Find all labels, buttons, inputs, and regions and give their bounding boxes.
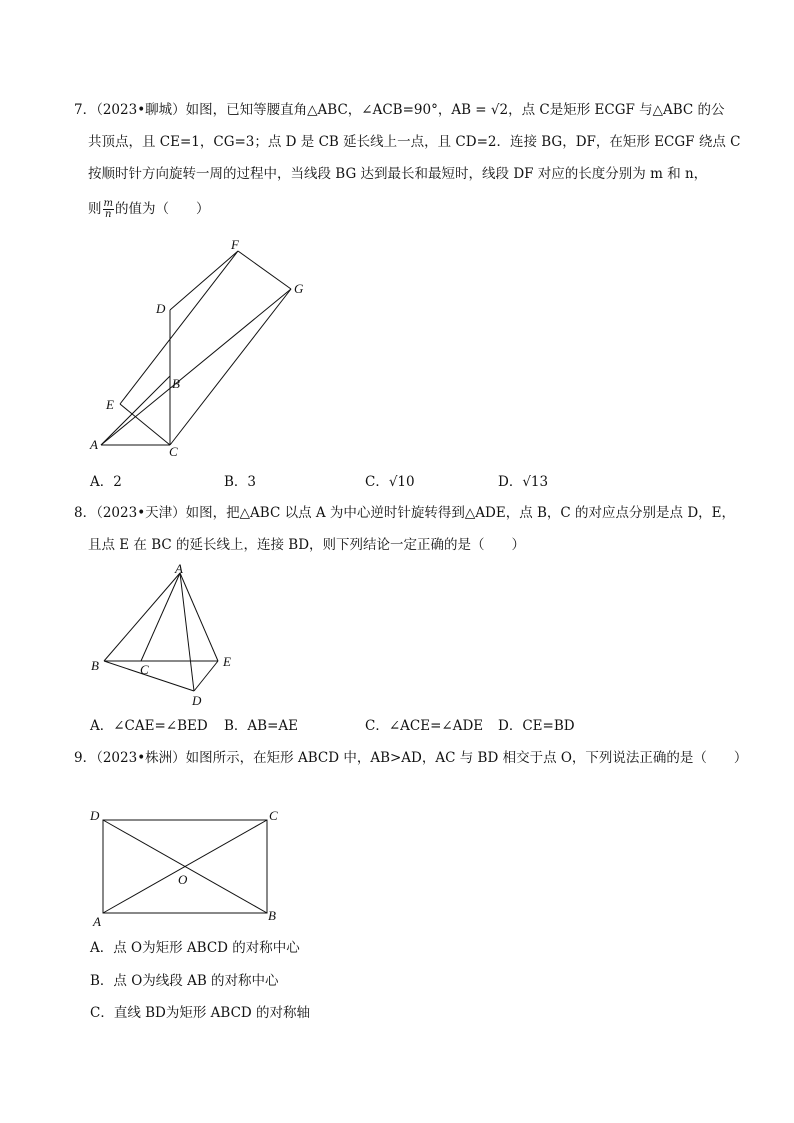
q8-figure xyxy=(86,560,246,712)
q7-option-d: D．√13 xyxy=(498,474,549,490)
q8-option-b: B．AB=AE xyxy=(224,718,299,734)
q8-label-d: D xyxy=(192,693,202,708)
q7-label-d: D xyxy=(156,301,166,316)
q8-seg-ac xyxy=(141,573,180,661)
q8-seg-ab xyxy=(104,573,180,661)
q7-seg-df xyxy=(170,251,238,310)
q7-label-a: A xyxy=(90,437,98,452)
q7-frac-den: n xyxy=(105,209,112,220)
q9-label-d: D xyxy=(90,808,100,823)
q7-label-f: F xyxy=(231,237,239,252)
q8-seg-bd xyxy=(104,661,194,691)
q7-option-b: B．3 xyxy=(224,474,257,490)
q7-label-b: B xyxy=(172,376,180,391)
q7-text-line1: 7．（2023•聊城）如图，已知等腰直角△ABC，∠ACB=90°，AB = √2，点 C是矩形 ECGF 与△ABC 的公 xyxy=(74,102,725,118)
q7-text-line2: 共顶点，且 CE=1，CG=3；点 D 是 CB 延长线上一点，且 CD=2．连接 BG，DF，在矩形 ECGF 绕点 C xyxy=(88,134,741,150)
q8-label-e: E xyxy=(223,654,231,669)
q8-text-line1: 8．（2023•天津）如图，把△ABC 以点 A 为中心逆时针旋转得到△ADE，点 B，C 的对应点分别是点 D，E， xyxy=(74,505,736,521)
q8-option-d: D．CE=BD xyxy=(498,718,575,734)
q9-label-b: B xyxy=(268,908,276,923)
q7-fraction xyxy=(103,199,114,220)
q9-label-a: A xyxy=(93,914,101,929)
q7-option-c: C．√10 xyxy=(365,474,415,490)
q7-option-a: A．2 xyxy=(90,474,122,490)
q8-seg-ed xyxy=(194,661,218,691)
q8-label-b: B xyxy=(91,658,99,673)
q7-label-c: C xyxy=(169,444,178,459)
q9-figure xyxy=(82,800,292,930)
q8-seg-ad xyxy=(180,573,194,691)
q9-option-a: A．点 O为矩形 ABCD 的对称中心 xyxy=(90,940,300,956)
q7-seg-bg xyxy=(101,289,291,445)
q8-text-line2: 且点 E 在 BC 的延长线上，连接 BD，则下列结论一定正确的是（ ） xyxy=(88,537,526,553)
q9-text-line1: 9．（2023•株洲）如图所示，在矩形 ABCD 中，AB>AD，AC 与 BD 相交于点 O，下列说法正确的是（ ） xyxy=(74,750,748,766)
q8-option-c: C．∠ACE=∠ADE xyxy=(365,718,484,734)
q9-label-o: O xyxy=(178,872,188,887)
q7-label-g: G xyxy=(294,281,304,296)
q7-text-line3: 按顺时针方向旋转一周的过程中，当线段 BG 达到最长和最短时，线段 DF 对应的长度分别为 m 和 n， xyxy=(88,166,708,182)
q7-frac-num: m xyxy=(103,198,113,209)
q7-text-line4 xyxy=(88,199,209,220)
q8-label-a: A xyxy=(175,561,183,576)
q7-figure xyxy=(80,232,320,464)
q7-seg-gc xyxy=(170,289,291,445)
q7-label-e: E xyxy=(106,397,114,412)
q7-seg-ce xyxy=(120,404,170,445)
q9-label-c: C xyxy=(269,808,278,823)
q7-line4-post: 的值为（ ） xyxy=(114,201,210,217)
q9-option-c: C．直线 BD为矩形 ABCD 的对称轴 xyxy=(90,1005,311,1021)
q7-seg-fg xyxy=(238,251,291,289)
q8-label-c: C xyxy=(140,662,149,677)
q8-option-a: A．∠CAE=∠BED xyxy=(90,718,208,734)
q7-line4-pre: 则 xyxy=(88,201,102,217)
q9-option-b: B．点 O为线段 AB 的对称中心 xyxy=(90,973,279,989)
